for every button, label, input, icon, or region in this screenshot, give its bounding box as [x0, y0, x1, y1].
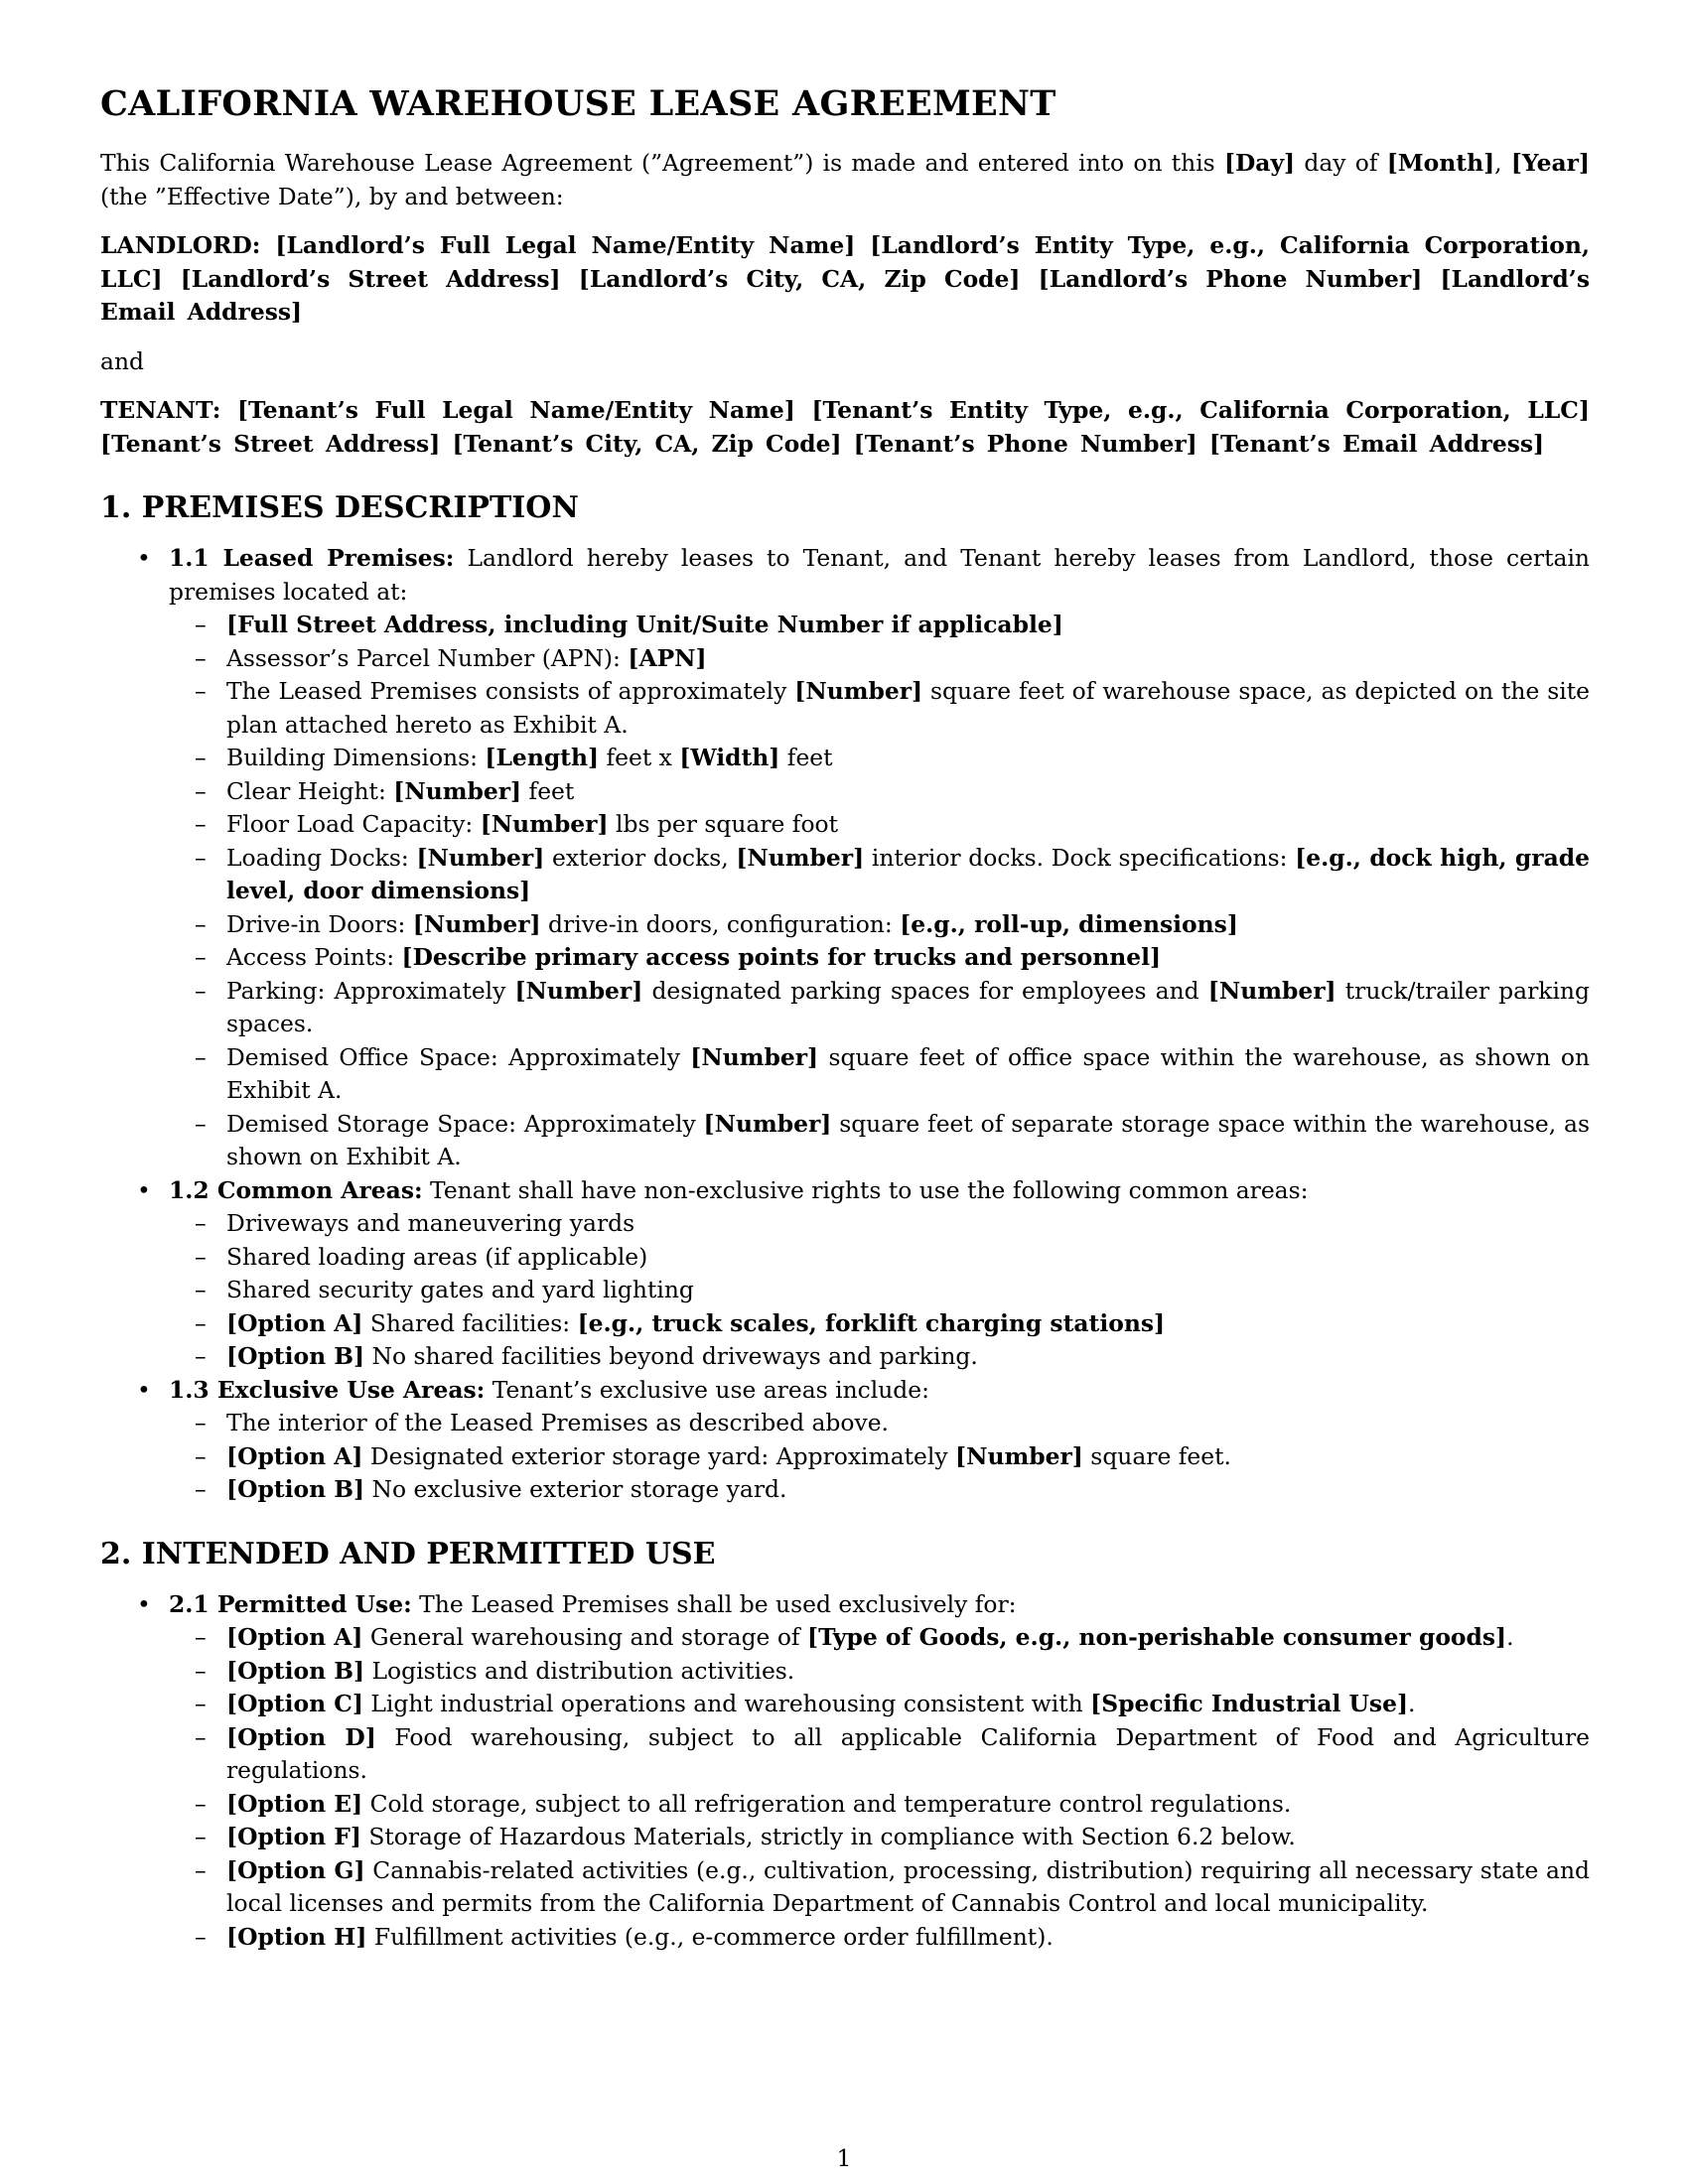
placeholder-field: [Number]	[514, 976, 643, 1005]
clause-1-3	[100, 1374, 1590, 1507]
placeholder-field: [Number]	[412, 909, 541, 938]
placeholder-field: [Number]	[736, 843, 865, 872]
item-text: Logistics and distribution activities.	[364, 1656, 795, 1685]
item-text: Clear Height:	[226, 776, 394, 805]
dash-icon: –	[195, 1656, 207, 1685]
sub-list-item	[167, 1307, 1590, 1341]
placeholder-field: [Number]	[955, 1441, 1083, 1470]
sub-list-item	[167, 1041, 1590, 1108]
item-text: .	[1506, 1623, 1514, 1651]
dash-icon: –	[195, 810, 207, 838]
item-text: Drive-in Doors:	[226, 909, 413, 938]
dash-icon: –	[195, 909, 207, 938]
item-text: Cannabis-related activities (e.g., cultivation, processing, distribution) requiring all necessary state and local licenses and permits from the California Department of Cannabis Control and local municipality.	[226, 1855, 1590, 1917]
clause-label: 1.2 Common Areas:	[169, 1175, 423, 1204]
dash-icon: –	[195, 1042, 207, 1071]
sub-list	[169, 609, 1590, 1174]
item-text: Access Points:	[226, 943, 402, 971]
dash-icon: –	[195, 1623, 207, 1651]
placeholder-field: [Option C]	[226, 1690, 363, 1717]
clause-1-1	[100, 542, 1590, 1174]
placeholder-field: [Option G]	[226, 1855, 365, 1884]
clause-1-2	[100, 1174, 1590, 1374]
day-placeholder: [Day]	[1223, 149, 1296, 177]
item-text: No shared facilities beyond driveways and parking.	[364, 1342, 978, 1370]
item-text: Designated exterior storage yard: Approximately	[362, 1441, 956, 1470]
placeholder-field: [Length]	[485, 744, 600, 771]
placeholder-field: [Type of Goods, e.g., non-perishable consumer goods]	[807, 1623, 1507, 1651]
dash-icon: –	[195, 843, 207, 872]
month-placeholder: [Month]	[1386, 149, 1495, 177]
clause-text: The Leased Premises shall be used exclusively for:	[411, 1589, 1017, 1618]
placeholder-field: [Number]	[794, 677, 923, 705]
and-connector: and	[100, 346, 144, 375]
clause-label: 2.1 Permitted Use:	[169, 1589, 412, 1618]
item-text: General warehousing and storage of	[362, 1623, 807, 1651]
item-text: square feet of office space within the warehouse, as shown on Exhibit A.	[226, 1042, 1591, 1104]
bullet-icon: •	[137, 1375, 151, 1404]
dash-icon: –	[195, 1242, 207, 1271]
dash-icon: –	[195, 943, 207, 971]
placeholder-field: [e.g., truck scales, forklift charging stations]	[577, 1308, 1166, 1337]
item-text: Shared facilities:	[362, 1308, 578, 1337]
intro-text: (the ”Effective Date”), by and between:	[100, 182, 564, 210]
sub-list-item	[167, 775, 1590, 809]
placeholder-field: [Option E]	[226, 1789, 363, 1818]
sub-list	[169, 1407, 1590, 1507]
intro-text: day of	[1295, 149, 1387, 177]
item-text: Parking: Approximately	[226, 976, 515, 1005]
placeholder-field: [Option B]	[226, 1656, 365, 1685]
document-title: CALIFORNIA WAREHOUSE LEASE AGREEMENT	[100, 83, 1056, 124]
sub-list-item	[167, 1621, 1590, 1655]
placeholder-field: [Option B]	[226, 1342, 365, 1370]
dash-icon: –	[195, 1922, 207, 1951]
placeholder-field: [Full Street Address, including Unit/Suite Number if applicable]	[226, 611, 1063, 638]
dash-icon: –	[195, 1722, 207, 1751]
placeholder-field: [Specific Industrial Use]	[1090, 1690, 1409, 1717]
bullet-icon: •	[137, 1175, 151, 1204]
section-2-heading: 2. INTENDED AND PERMITTED USE	[100, 1536, 716, 1571]
placeholder-field: [Number]	[393, 776, 522, 805]
dash-icon: –	[195, 1209, 207, 1237]
sub-list-item	[167, 1207, 1590, 1241]
placeholder-field: [Option H]	[226, 1922, 367, 1951]
dash-icon: –	[195, 1109, 207, 1138]
placeholder-field: [Option A]	[226, 1623, 363, 1651]
sub-list-item	[167, 908, 1590, 942]
item-text: Demised Storage Space: Approximately	[226, 1109, 704, 1138]
sub-list-item	[167, 1788, 1590, 1822]
item-text: Driveways and maneuvering yards	[226, 1209, 635, 1237]
placeholder-field: [Number]	[416, 843, 545, 872]
sub-list-item	[167, 1688, 1590, 1721]
item-text: Assessor’s Parcel Number (APN):	[226, 643, 629, 672]
dash-icon: –	[195, 1276, 207, 1303]
item-text: Food warehousing, subject to all applicable California Department of Food and Agriculture regulations.	[226, 1722, 1590, 1784]
sub-list-item	[167, 1721, 1590, 1788]
placeholder-field: [e.g., dock high, grade level, door dimensions]	[226, 843, 1590, 904]
placeholder-field: [e.g., roll-up, dimensions]	[900, 909, 1238, 938]
sub-list-item	[167, 842, 1590, 908]
clause-text: Tenant shall have non-exclusive rights to use the following common areas:	[422, 1175, 1309, 1204]
clause-label: 1.3 Exclusive Use Areas:	[169, 1375, 486, 1404]
item-text: Loading Docks:	[226, 843, 417, 872]
dash-icon: –	[195, 611, 207, 638]
placeholder-field: [Option D]	[226, 1722, 376, 1751]
item-text: square feet.	[1082, 1441, 1231, 1470]
sub-list-item	[167, 1821, 1590, 1854]
item-text: .	[1408, 1690, 1416, 1717]
dash-icon: –	[195, 1855, 207, 1884]
clause-text: Tenant’s exclusive use areas include:	[485, 1375, 929, 1404]
sub-list-item	[167, 642, 1590, 676]
year-placeholder: [Year]	[1510, 149, 1591, 177]
item-text: truck/trailer parking spaces.	[226, 976, 1590, 1037]
sub-list-item	[167, 742, 1590, 775]
bullet-icon: •	[137, 544, 151, 572]
item-text: feet	[779, 744, 833, 771]
item-text: No exclusive exterior storage yard.	[364, 1475, 787, 1503]
dash-icon: –	[195, 643, 207, 672]
placeholder-field: [Option A]	[226, 1441, 363, 1470]
clause-2-1	[100, 1588, 1590, 1955]
sub-list-item	[167, 1407, 1590, 1440]
item-text: Storage of Hazardous Materials, strictly in compliance with Section 6.2 below.	[360, 1823, 1296, 1850]
placeholder-field: [Number]	[480, 810, 609, 838]
dash-icon: –	[195, 1823, 207, 1850]
sub-list-item	[167, 1473, 1590, 1507]
item-text: The Leased Premises consists of approximately	[226, 677, 795, 705]
dash-icon: –	[195, 976, 207, 1005]
placeholder-field: [Option F]	[226, 1823, 361, 1850]
sub-list	[169, 1207, 1590, 1374]
item-text: Building Dimensions:	[226, 744, 486, 771]
item-text: designated parking spaces for employees and	[642, 976, 1208, 1005]
page-number: 1	[836, 2144, 852, 2172]
clause-label: 1.1 Leased Premises:	[169, 544, 455, 572]
item-text: Shared loading areas (if applicable)	[226, 1242, 648, 1271]
intro-text: This California Warehouse Lease Agreement (”Agreement”) is made and entered into on this	[100, 149, 1224, 177]
sub-list-item	[167, 1274, 1590, 1307]
placeholder-field: [Option A]	[226, 1308, 363, 1337]
sub-list-item	[167, 609, 1590, 642]
intro-paragraph	[100, 147, 1590, 213]
dash-icon: –	[195, 1690, 207, 1717]
landlord-block: LANDLORD: [Landlord’s Full Legal Name/Entity Name] [Landlord’s Entity Type, e.g., California Corporation, LLC] [Landlord’s Street Address] [Landlord’s City, CA, Zip Code] [Landlord’s Phone Number] [Landlord’s Email Address]	[100, 231, 1590, 326]
dash-icon: –	[195, 744, 207, 771]
placeholder-field: [APN]	[628, 643, 707, 672]
section-2-list	[100, 1588, 1590, 1955]
item-text: The interior of the Leased Premises as described above.	[226, 1409, 889, 1436]
item-text: Shared security gates and yard lighting	[226, 1276, 694, 1303]
item-text: exterior docks,	[544, 843, 737, 872]
dash-icon: –	[195, 1441, 207, 1470]
sub-list-item	[167, 1854, 1590, 1921]
sub-list-item	[167, 675, 1590, 742]
item-text: Cold storage, subject to all refrigeration and temperature control regulations.	[362, 1789, 1292, 1818]
dash-icon: –	[195, 776, 207, 805]
bullet-icon: •	[137, 1589, 151, 1618]
item-text: Floor Load Capacity:	[226, 810, 481, 838]
item-text: lbs per square foot	[608, 810, 839, 838]
sub-list-item	[167, 1108, 1590, 1174]
item-text: square feet of warehouse space, as depicted on the site plan attached hereto as Exhibit A.	[226, 677, 1590, 739]
sub-list-item	[167, 1241, 1590, 1275]
section-1-heading: 1. PREMISES DESCRIPTION	[100, 490, 579, 525]
sub-list-item	[167, 1440, 1590, 1474]
dash-icon: –	[195, 1308, 207, 1337]
placeholder-field: [Number]	[703, 1109, 832, 1138]
clause-text: Landlord hereby leases to Tenant, and Tenant hereby leases from Landlord, those certain premises located at:	[169, 544, 1590, 606]
placeholder-field: [Number]	[690, 1042, 819, 1071]
intro-text: ,	[1494, 149, 1511, 177]
item-text: interior docks. Dock specifications:	[864, 843, 1296, 872]
dash-icon: –	[195, 1789, 207, 1818]
sub-list-item	[167, 975, 1590, 1041]
sub-list-item	[167, 1655, 1590, 1689]
placeholder-field: [Option B]	[226, 1475, 365, 1503]
sub-list-item	[167, 808, 1590, 842]
document-page	[100, 83, 1590, 1954]
sub-list	[169, 1621, 1590, 1954]
sub-list-item	[167, 941, 1590, 975]
item-text: feet	[521, 776, 575, 805]
dash-icon: –	[195, 1342, 207, 1370]
placeholder-field: [Describe primary access points for trucks and personnel]	[401, 943, 1162, 971]
section-1-list	[100, 542, 1590, 1507]
sub-list-item	[167, 1921, 1590, 1955]
item-text: Fulfillment activities (e.g., e-commerce order fulfillment).	[366, 1922, 1054, 1951]
item-text: feet x	[599, 744, 680, 771]
sub-list-item	[167, 1340, 1590, 1374]
dash-icon: –	[195, 1409, 207, 1436]
placeholder-field: [Number]	[1207, 976, 1336, 1005]
tenant-block: TENANT: [Tenant’s Full Legal Name/Entity Name] [Tenant’s Entity Type, e.g., California Corporation, LLC] [Tenant’s Street Address] [Tenant’s City, CA, Zip Code] [Tenant’s Phone Number] [Tenant’s Email Address]	[100, 396, 1590, 458]
item-text: drive-in doors, configuration:	[540, 909, 901, 938]
item-text: Light industrial operations and warehousing consistent with	[362, 1690, 1091, 1717]
placeholder-field: [Width]	[679, 744, 780, 771]
item-text: square feet of separate storage space within the warehouse, as shown on Exhibit A.	[226, 1109, 1590, 1170]
dash-icon: –	[195, 1475, 207, 1503]
item-text: Demised Office Space: Approximately	[226, 1042, 691, 1071]
dash-icon: –	[195, 677, 207, 705]
